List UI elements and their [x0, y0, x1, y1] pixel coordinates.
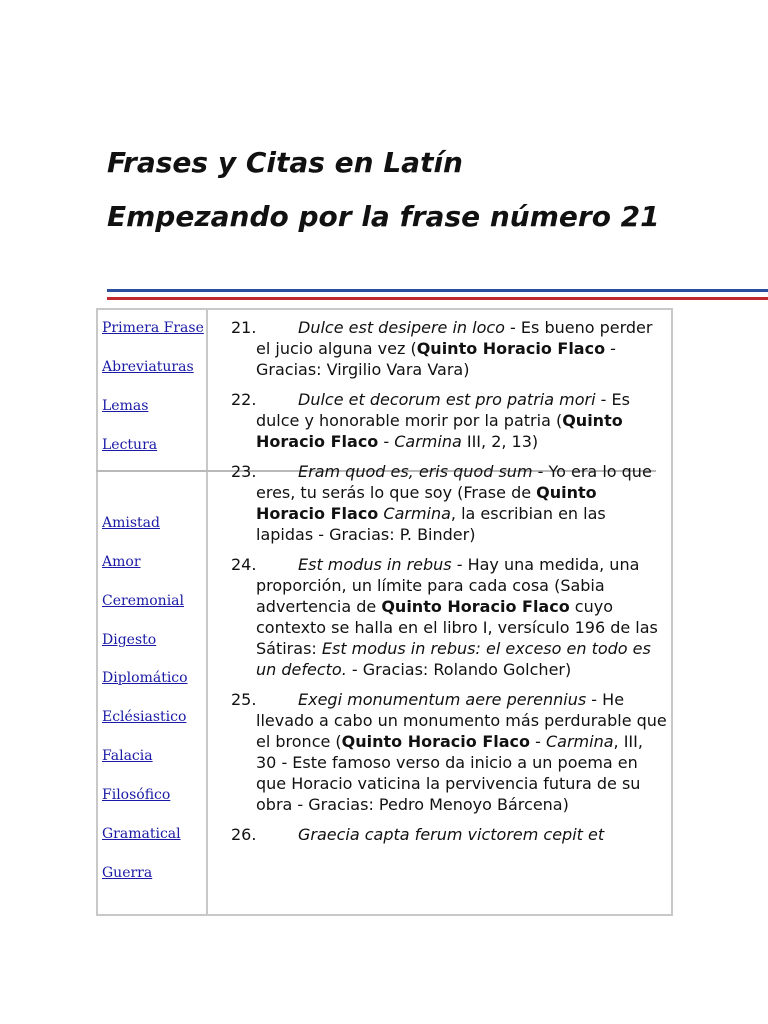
nav-link-guerra[interactable]: Guerra: [102, 865, 153, 881]
quote-number: 24.: [231, 555, 257, 574]
quote-entry: 21. Dulce est desipere in loco - Es bueno perder el jucio alguna vez (Quinto Horacio Flaco - Gracias: Virgilio Vara Vara): [231, 318, 653, 379]
nav-link-amistad[interactable]: Amistad: [102, 515, 160, 531]
nav-link-diplomatico[interactable]: Diplomático: [102, 670, 188, 686]
nav-link-primera-frase[interactable]: Primera Frase: [102, 320, 204, 336]
quote-latin: Est modus in rebus: [298, 555, 452, 574]
page-subtitle: Empezando por la frase número 21: [107, 200, 660, 233]
quote-work: Carmina: [383, 504, 451, 523]
nav-link-gramatical[interactable]: Gramatical: [102, 826, 181, 842]
quote-number: 26.: [231, 825, 257, 844]
nav-link-eclesiastico[interactable]: Eclésiastico: [102, 709, 187, 725]
quote-latin: Graecia capta ferum victorem cepit et: [298, 825, 605, 844]
quotes-list: [231, 317, 667, 911]
quote-entry: 22. Dulce et decorum est pro patria mori - Es dulce y honorable morir por la patria (Quinto Horacio Flaco - Carmina III, 2, 13): [231, 390, 630, 451]
nav-link-abreviaturas[interactable]: Abreviaturas: [102, 359, 194, 375]
quote-latin: Dulce est desipere in loco: [298, 318, 505, 337]
header-rule-blue: [107, 289, 768, 292]
quote-latin: Dulce et decorum est pro patria mori: [298, 390, 596, 409]
quote-entry: 23. Eram quod es, eris quod sum - Yo era lo que eres, tu serás lo que soy (Frase de Quinto Horacio Flaco Carmina, la escribian en las lapidas - Gracias: P. Binder): [231, 462, 652, 544]
quote-latin: Eram quod es, eris quod sum: [298, 462, 533, 481]
quote-number: 21.: [231, 318, 257, 337]
quote-author: Quinto Horacio Flaco: [256, 411, 623, 451]
quote-entry: 25. Exegi monumentum aere perennius - He llevado a cabo un monumento más perdurable que el bronce (Quinto Horacio Flaco - Carmina, III, 30 - Este famoso verso da inicio a un poema en que Horacio vaticina la pervivencia futura de su obra - Gracias: Pedro Menoyo Bárcena): [231, 690, 667, 814]
quote-work: Carmina: [545, 732, 614, 751]
quote-number: 25.: [231, 690, 257, 709]
nav-link-filosofico[interactable]: Filosófico: [102, 787, 171, 803]
quote-author: Quinto Horacio Flaco: [381, 597, 570, 616]
quote-number: 23.: [231, 462, 257, 481]
quote-author: Quinto Horacio Flaco: [341, 732, 531, 751]
quote-latin: Exegi monumentum aere perennius: [298, 690, 587, 709]
quote-number: 22.: [231, 390, 257, 409]
quote-inner-quote: Est modus in rebus: el exceso en todo es un defecto.: [256, 639, 651, 679]
nav-link-lemas[interactable]: Lemas: [102, 398, 149, 414]
nav-link-digesto[interactable]: Digesto: [102, 632, 157, 648]
header-rule-red: [107, 297, 768, 300]
quote-entry: 24. Est modus in rebus - Hay una medida, una proporción, un límite para cada cosa (Sabia advertencia de Quinto Horacio Flaco cuyo contexto se halla en el libro I, versículo 196 de las Sátiras: Est modus in rebus: el exceso en todo es un defecto. - Gracias: Rolando Golcher): [231, 555, 658, 679]
quote-author: Quinto Horacio Flaco: [416, 339, 606, 358]
quote-work: Carmina: [394, 432, 462, 451]
nav-link-amor[interactable]: Amor: [102, 554, 141, 570]
quote-entry: [231, 824, 667, 845]
nav-link-falacia[interactable]: Falacia: [102, 748, 153, 764]
nav-link-lectura[interactable]: Lectura: [102, 437, 158, 453]
page-title: Frases y Citas en Latín: [107, 146, 463, 179]
quote-author: Quinto Horacio Flaco: [256, 483, 597, 523]
nav-link-ceremonial[interactable]: Ceremonial: [102, 593, 184, 609]
